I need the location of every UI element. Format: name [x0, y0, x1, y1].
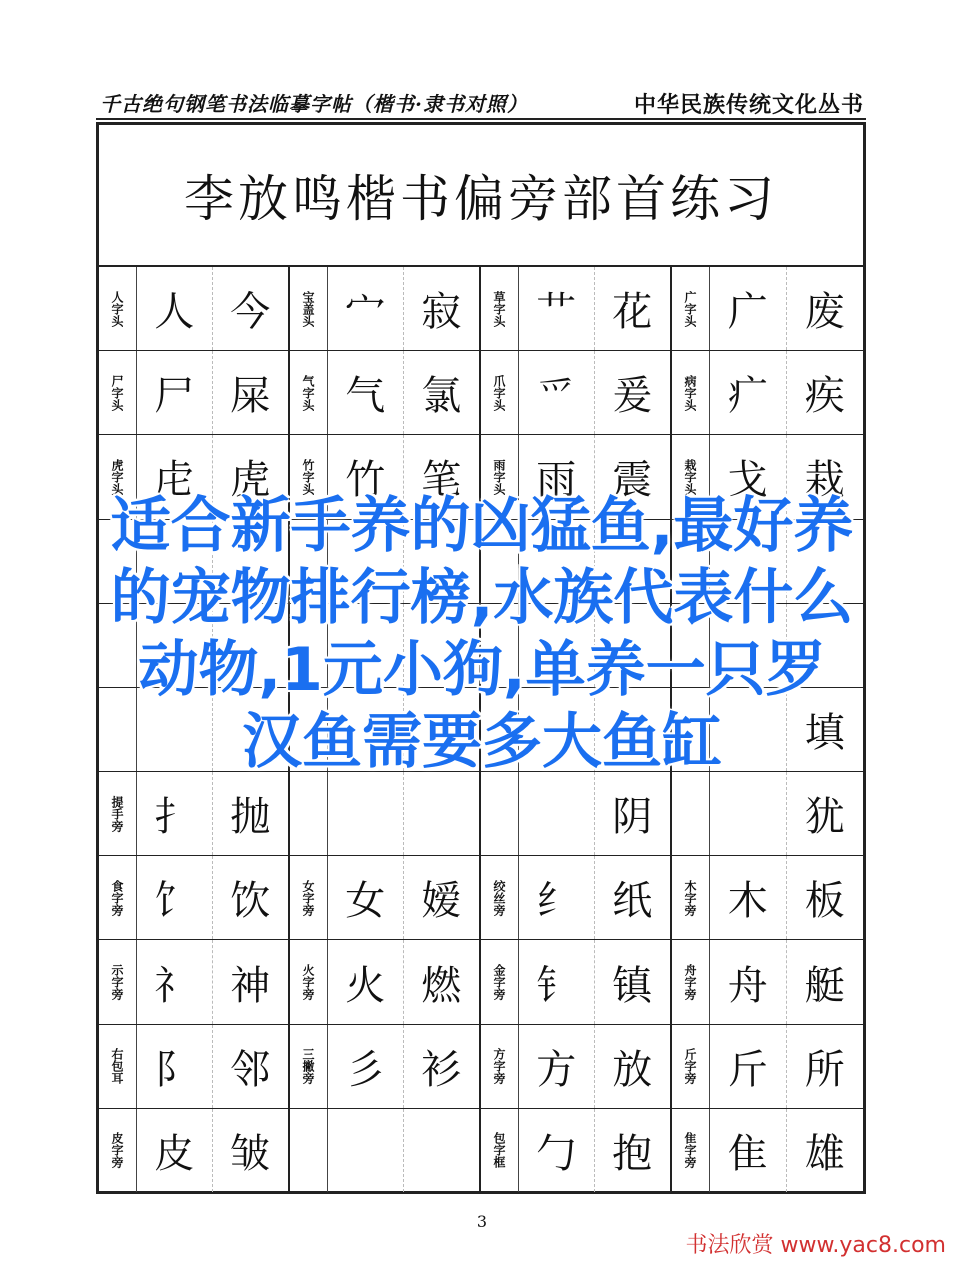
radical-label: 食字旁 [99, 856, 137, 939]
radical-cell [290, 1109, 481, 1193]
radical-label: 女字旁 [290, 856, 328, 939]
example-glyph: 填 [804, 709, 845, 756]
radical-cell [290, 267, 481, 351]
radical-cell [99, 1109, 290, 1193]
example-glyph: 抛 [230, 794, 271, 841]
site-watermark: 书法欣赏 www.yac8.com [685, 1233, 946, 1258]
radical-glyph [328, 1109, 404, 1192]
radical-glyph: 勹 [519, 1109, 595, 1192]
radical-glyph: 舟 [710, 940, 787, 1023]
header-left: 千古绝句钢笔书法临摹字帖（楷书·隶书对照） [100, 92, 528, 116]
radical-cell [481, 1109, 672, 1193]
radical-label: 病字头 [672, 351, 710, 434]
header-right: 中华民族传统文化丛书 [633, 92, 864, 118]
radical-label: 示字旁 [99, 940, 137, 1023]
example-glyph: 犹 [804, 794, 845, 841]
example-glyph: 寂 [421, 289, 462, 336]
radical-glyph [710, 772, 787, 855]
example-glyph: 氯 [421, 373, 462, 420]
radical-label [481, 772, 519, 855]
radical-glyph: 艹 [519, 267, 595, 350]
example-glyph: 嫒 [421, 878, 462, 925]
radical-label: 栽字头 [672, 435, 710, 518]
radical-glyph: 女 [328, 856, 404, 939]
radical-glyph: 礻 [137, 940, 213, 1023]
radical-glyph: 皮 [137, 1109, 213, 1192]
radical-glyph: 火 [328, 940, 404, 1023]
radical-cell [290, 856, 481, 940]
radical-glyph [519, 772, 595, 855]
radical-label: 金字旁 [481, 940, 519, 1023]
example-glyph: 镇 [612, 962, 653, 1009]
radical-glyph: 彡 [328, 1025, 404, 1108]
page-number: 3 [476, 1212, 488, 1231]
radical-label: 右包耳 [99, 1025, 137, 1108]
radical-glyph: 方 [519, 1025, 595, 1108]
example-glyph [404, 772, 480, 855]
example-glyph [404, 1109, 480, 1192]
radical-label: 斤字旁 [672, 1025, 710, 1108]
radical-label [290, 1109, 328, 1192]
example-glyph: 邻 [230, 1046, 271, 1093]
example-glyph: 神 [230, 962, 271, 1009]
radical-cell [481, 856, 672, 940]
headline-line-3[interactable]: 动物,1元小狗,单养一只罗 [138, 635, 826, 705]
headline-overlay[interactable] [10, 490, 954, 778]
radical-cell [672, 856, 863, 940]
radical-cell [290, 351, 481, 435]
example-glyph: 板 [804, 878, 845, 925]
radical-cell [672, 1025, 863, 1109]
example-glyph: 爰 [612, 373, 653, 420]
radical-glyph: 广 [710, 267, 787, 350]
radical-cell [99, 856, 290, 940]
page-title: 李放鸣楷书偏旁部首练习 [184, 170, 778, 228]
radical-cell [290, 772, 481, 856]
radical-glyph: 气 [328, 351, 404, 434]
example-glyph: 屎 [230, 373, 271, 420]
radical-cell [290, 1025, 481, 1109]
radical-glyph: 扌 [137, 772, 213, 855]
example-glyph: 花 [612, 289, 653, 336]
example-glyph: 放 [612, 1046, 653, 1093]
example-glyph: 栽 [804, 457, 845, 504]
example-glyph: 震 [612, 457, 653, 504]
radical-glyph: 斤 [710, 1025, 787, 1108]
example-glyph: 衫 [421, 1046, 462, 1093]
radical-label: 雨字头 [481, 435, 519, 518]
radical-cell [481, 940, 672, 1024]
radical-cell [672, 940, 863, 1024]
radical-glyph: 戈 [710, 435, 787, 518]
radical-label: 广字头 [672, 267, 710, 350]
radical-glyph: 爫 [519, 351, 595, 434]
radical-cell [481, 267, 672, 351]
example-glyph: 阴 [612, 794, 653, 841]
radical-cell [672, 351, 863, 435]
radical-cell [672, 267, 863, 351]
radical-label [290, 772, 328, 855]
example-glyph: 今 [230, 289, 271, 336]
radical-glyph: 疒 [710, 351, 787, 434]
example-glyph: 疾 [804, 373, 845, 420]
radical-cell [481, 351, 672, 435]
example-glyph: 废 [804, 289, 845, 336]
radical-cell [99, 772, 290, 856]
example-glyph: 纸 [612, 878, 653, 925]
radical-label: 爪字头 [481, 351, 519, 434]
radical-label: 方字旁 [481, 1025, 519, 1108]
radical-label: 舟字旁 [672, 940, 710, 1023]
radical-glyph: 竹 [328, 435, 404, 518]
radical-cell [99, 267, 290, 351]
radical-label: 火字旁 [290, 940, 328, 1023]
radical-cell [99, 351, 290, 435]
radical-cell [481, 1025, 672, 1109]
example-glyph: 艇 [804, 962, 845, 1009]
radical-cell [99, 940, 290, 1024]
radical-glyph: 钅 [519, 940, 595, 1023]
radical-cell [481, 772, 672, 856]
radical-label: 竹字头 [290, 435, 328, 518]
radical-glyph: 虍 [137, 435, 213, 518]
example-glyph: 皱 [230, 1130, 271, 1177]
radical-label: 人字头 [99, 267, 137, 350]
radical-glyph: 隹 [710, 1109, 787, 1192]
headline-line-2[interactable]: 的宠物排行榜,水族代表什么 [110, 563, 854, 633]
radical-glyph: 尸 [137, 351, 213, 434]
radical-label: 皮字旁 [99, 1109, 137, 1192]
radical-cell [290, 940, 481, 1024]
example-glyph: 笔 [421, 457, 462, 504]
radical-glyph: 木 [710, 856, 787, 939]
radical-glyph: 饣 [137, 856, 213, 939]
radical-label: 木字旁 [672, 856, 710, 939]
example-glyph: 所 [804, 1046, 845, 1093]
radical-label: 草字头 [481, 267, 519, 350]
radical-label: 虎字头 [99, 435, 137, 518]
radical-glyph: 纟 [519, 856, 595, 939]
radical-cell [672, 772, 863, 856]
radical-label: 气字头 [290, 351, 328, 434]
radical-label [672, 772, 710, 855]
radical-label: 绞丝旁 [481, 856, 519, 939]
radical-cell [672, 1109, 863, 1193]
radical-label: 包字框 [481, 1109, 519, 1192]
radical-glyph: 宀 [328, 267, 404, 350]
radical-label: 提手旁 [99, 772, 137, 855]
radical-glyph: 人 [137, 267, 213, 350]
header-rule [96, 118, 866, 120]
headline-line-4[interactable]: 汉鱼需要多大鱼缸 [242, 707, 722, 777]
radical-glyph: 阝 [137, 1025, 213, 1108]
example-glyph: 雄 [804, 1130, 845, 1177]
headline-line-1[interactable]: 适合新手养的凶猛鱼,最好养 [110, 491, 854, 561]
radical-glyph [328, 772, 404, 855]
radical-label: 宝盖头 [290, 267, 328, 350]
example-glyph: 燃 [421, 962, 462, 1009]
radical-cell [99, 1025, 290, 1109]
example-glyph: 抱 [612, 1130, 653, 1177]
radical-glyph: 雨 [519, 435, 595, 518]
example-glyph: 虎 [230, 457, 271, 504]
radical-label: 尸字头 [99, 351, 137, 434]
radical-label: 隹字旁 [672, 1109, 710, 1192]
radical-label: 三撇旁 [290, 1025, 328, 1108]
example-glyph: 饮 [230, 878, 271, 925]
